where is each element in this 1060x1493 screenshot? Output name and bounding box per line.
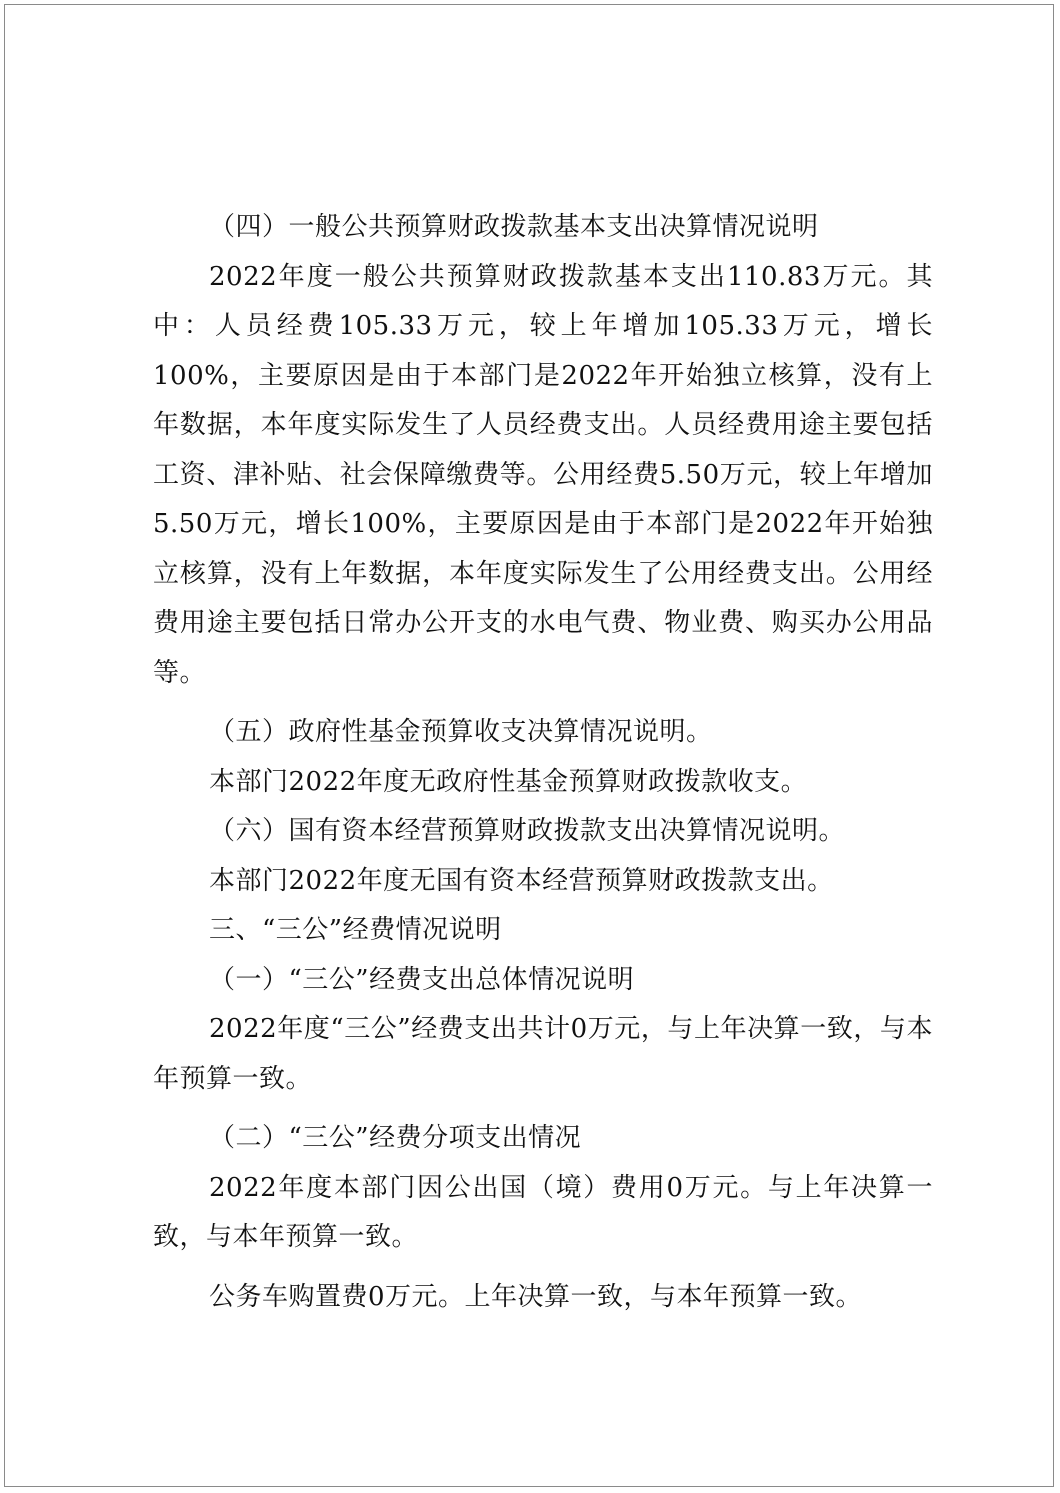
part-3-1-body: 2022年度“三公”经费支出共计0万元，与上年决算一致，与本年预算一致。 xyxy=(153,1014,933,1094)
section-5-heading: （五）政府性基金预算收支决算情况说明。 xyxy=(209,717,713,747)
section-6-heading: （六）国有资本经营预算财政拨款支出决算情况说明。 xyxy=(209,816,846,846)
part-3-2-body-2: 公务车购置费0万元。上年决算一致，与本年预算一致。 xyxy=(209,1281,863,1312)
section-4-body: 2022年度一般公共预算财政拨款基本支出110.83万元。其中：人员经费105.33万元，较上年增加105.33万元，增长100%，主要原因是由于本部门是2022年开始独立核算，没有上年数据，本年度实际发生了人员经费支出。人员经费用途主要包括工资、津补贴、社会保障缴费等。公用经费5.50万元，较上年增加5.50万元，增长100%，主要原因是由于本部门是2022年开始独立核算，没有上年数据，本年度实际发生了公用经费支出。公用经费用途主要包括日常办公开支的水电气费、物业费、购买办公用品等。 xyxy=(153,261,933,688)
section-4-heading: （四）一般公共预算财政拨款基本支出决算情况说明 xyxy=(209,212,819,242)
document-page xyxy=(4,4,1054,1487)
section-6-body: 本部门2022年度无国有资本经营预算财政拨款支出。 xyxy=(209,865,834,896)
part-3-2-heading: （二）“三公”经费分项支出情况 xyxy=(209,1123,582,1153)
part-3-heading: 三、“三公”经费情况说明 xyxy=(209,915,502,945)
part-3-1-heading: （一）“三公”经费支出总体情况说明 xyxy=(209,964,635,995)
section-5-body: 本部门2022年度无政府性基金预算财政拨款收支。 xyxy=(209,766,808,797)
part-3-2-body-1: 2022年度本部门因公出国（境）费用0万元。与上年决算一致，与本年预算一致。 xyxy=(153,1172,933,1252)
document-body xyxy=(153,203,933,1322)
